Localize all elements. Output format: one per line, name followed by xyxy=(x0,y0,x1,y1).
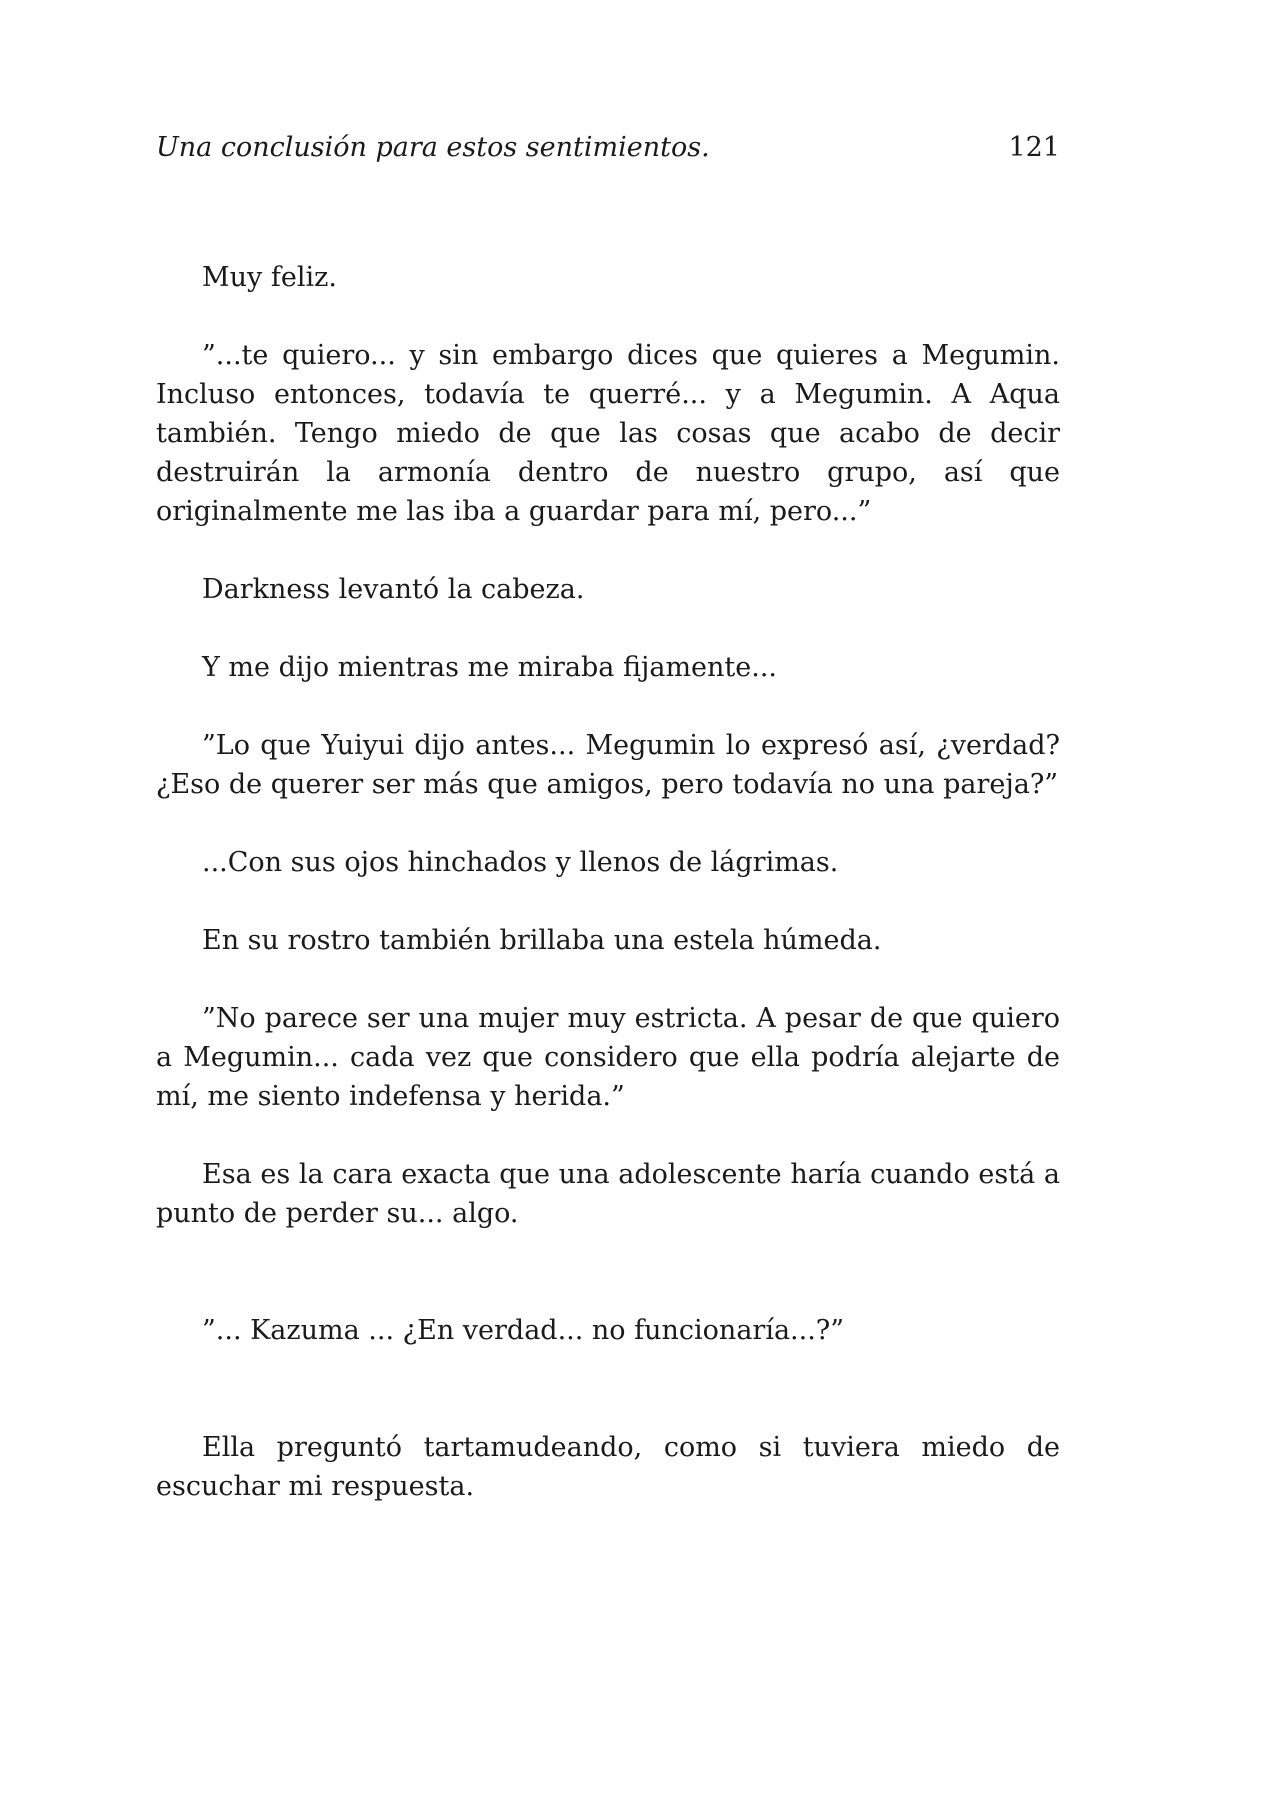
chapter-title: Una conclusión para estos sentimientos. xyxy=(156,132,710,163)
paragraph: Esa es la cara exacta que una adolescente haría cuando está a punto de perder su... algo. xyxy=(156,1159,1060,1229)
paragraph: Muy feliz. xyxy=(202,262,337,293)
paragraph: ”No parece ser una mujer muy estricta. A pesar de que quiero a Megumin... cada vez que considero que ella podría alejarte de mí, me siento indefensa y herida.” xyxy=(156,1003,1060,1112)
paragraph: ...Con sus ojos hinchados y llenos de lágrimas. xyxy=(202,847,839,878)
paragraph: Ella preguntó tartamudeando, como si tuviera miedo de escuchar mi respuesta. xyxy=(156,1432,1060,1502)
book-page xyxy=(156,0,1060,1807)
page-number: 121 xyxy=(1008,132,1060,163)
paragraph: ”... Kazuma ... ¿En verdad... no funcionaría...?” xyxy=(202,1315,845,1346)
running-header xyxy=(156,130,1060,166)
paragraph: Darkness levantó la cabeza. xyxy=(202,574,585,605)
paragraph: En su rostro también brillaba una estela húmeda. xyxy=(202,925,882,956)
paragraph: ”...te quiero... y sin embargo dices que quieres a Megumin. Incluso entonces, todavía te querré... y a Megumin. A Aqua también. Tengo miedo de que las cosas que acabo de decir destruirán la armonía dentro de nuestro grupo, así que originalmente me las iba a guardar para mí, pero...” xyxy=(156,340,1060,527)
paragraph: ”Lo que Yuiyui dijo antes... Megumin lo expresó así, ¿verdad? ¿Eso de querer ser más que amigos, pero todavía no una pareja?” xyxy=(156,730,1060,800)
body-text xyxy=(156,258,1060,1545)
paragraph: Y me dijo mientras me miraba fijamente... xyxy=(202,652,777,683)
